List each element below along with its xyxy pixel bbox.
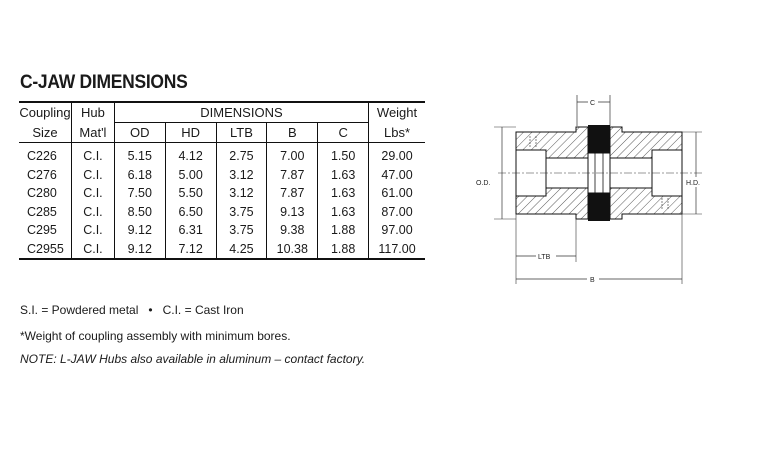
header-b: B — [267, 123, 318, 143]
table-row — [19, 143, 425, 166]
cell-weight: 29.00 — [381, 149, 413, 164]
cell-od: 9.12 — [114, 240, 165, 260]
cell-hd: 6.31 — [165, 221, 216, 240]
cell-size: C285 — [19, 203, 71, 222]
cell-b: 10.38 — [267, 240, 318, 260]
cell-hd: 6.50 — [165, 203, 216, 222]
materials-legend: S.I. = Powdered metal • C.I. = Cast Iron — [20, 303, 244, 317]
cell-od: 9.12 — [114, 221, 165, 240]
cell-hd: 4.12 — [165, 143, 216, 166]
cell-ltb: 3.12 — [216, 166, 267, 185]
cell-size: C2955 — [19, 240, 71, 260]
label-c: C — [590, 100, 596, 107]
cell-b: 7.87 — [267, 184, 318, 203]
cell-b: 7.87 — [267, 166, 318, 185]
page-title: C-JAW DIMENSIONS — [20, 72, 188, 93]
cell-weight: 97.00 — [381, 223, 413, 238]
cell-od: 8.50 — [114, 203, 165, 222]
header-dimensions: DIMENSIONS — [114, 102, 368, 123]
cell-size: C226 — [19, 143, 71, 166]
cell-matl: C.I. — [71, 184, 114, 203]
b-dimension — [516, 214, 682, 284]
cell-c: 1.88 — [318, 221, 369, 240]
c-dimension — [577, 95, 610, 126]
header-hub: Hub — [71, 102, 114, 123]
weight-footnote: *Weight of coupling assembly with minimum bores. — [20, 329, 291, 343]
cell-hd: 5.00 — [165, 166, 216, 185]
table-row — [19, 203, 425, 222]
header-matl: Mat'l — [71, 123, 114, 143]
cell-size: C295 — [19, 221, 71, 240]
cell-b: 9.13 — [267, 203, 318, 222]
header-size: Size — [19, 123, 71, 143]
cell-matl: C.I. — [71, 203, 114, 222]
header-lbs: Lbs* — [369, 123, 425, 143]
table-row — [19, 221, 425, 240]
cell-od: 6.18 — [114, 166, 165, 185]
cell-size: C280 — [19, 184, 71, 203]
aluminum-note: NOTE: L-JAW Hubs also available in aluminum – contact factory. — [20, 352, 366, 366]
label-ltb: LTB — [538, 254, 551, 261]
cell-b: 7.00 — [267, 143, 318, 166]
cell-matl: C.I. — [71, 143, 114, 166]
cell-weight: 87.00 — [381, 204, 413, 219]
label-od: O.D. — [476, 180, 491, 187]
cell-weight: 117.00 — [378, 241, 416, 256]
cell-weight: 47.00 — [381, 167, 413, 182]
cell-matl: C.I. — [71, 221, 114, 240]
dimensions-table — [19, 101, 425, 260]
cell-hd: 5.50 — [165, 184, 216, 203]
table-subheader-row — [19, 123, 425, 143]
cell-c: 1.88 — [318, 240, 369, 260]
table-row — [19, 184, 425, 203]
header-coupling: Coupling — [19, 102, 71, 123]
header-od: OD — [114, 123, 165, 143]
cell-hd: 7.12 — [165, 240, 216, 260]
cell-od: 7.50 — [114, 184, 165, 203]
label-hd: H.D. — [686, 180, 700, 187]
label-b: B — [590, 277, 595, 284]
cell-c: 1.63 — [318, 166, 369, 185]
cell-ltb: 2.75 — [216, 143, 267, 166]
cell-c: 1.63 — [318, 203, 369, 222]
table-header-row — [19, 102, 425, 123]
cell-ltb: 3.12 — [216, 184, 267, 203]
cell-weight: 61.00 — [381, 186, 413, 201]
cell-b: 9.38 — [267, 221, 318, 240]
coupling-cross-section-drawing — [470, 92, 720, 292]
table-row — [19, 166, 425, 185]
cell-c: 1.50 — [318, 143, 369, 166]
header-weight: Weight — [369, 102, 425, 123]
cell-ltb: 3.75 — [216, 221, 267, 240]
cell-matl: C.I. — [71, 240, 114, 260]
cell-ltb: 3.75 — [216, 203, 267, 222]
ltb-dimension — [516, 214, 576, 284]
cell-matl: C.I. — [71, 166, 114, 185]
cell-c: 1.63 — [318, 184, 369, 203]
header-c: C — [318, 123, 369, 143]
header-ltb: LTB — [216, 123, 267, 143]
header-hd: HD — [165, 123, 216, 143]
cell-size: C276 — [19, 166, 71, 185]
cell-ltb: 4.25 — [216, 240, 267, 260]
cell-od: 5.15 — [114, 143, 165, 166]
table-row — [19, 240, 425, 260]
